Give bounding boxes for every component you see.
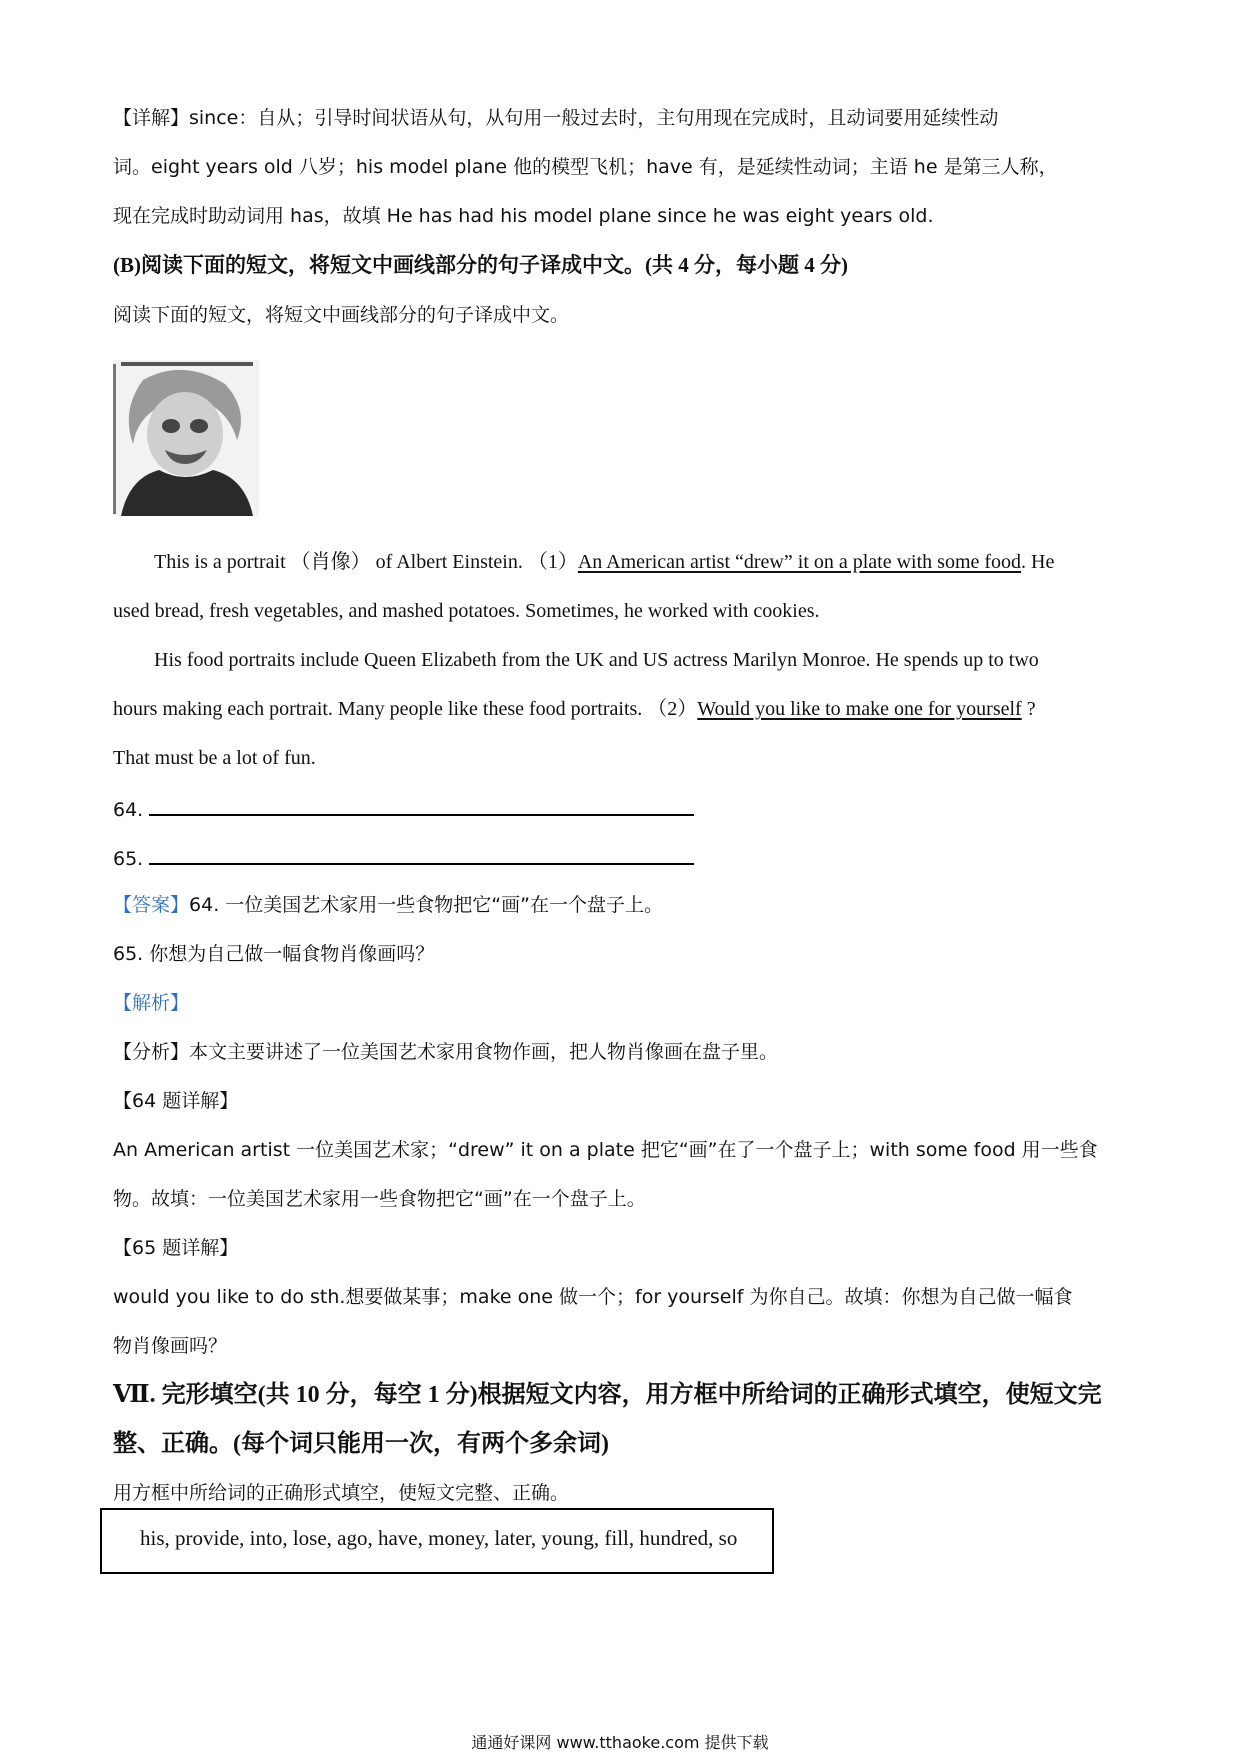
word-box-text: his, provide, into, lose, ago, have, money, later, young, fill, hundred, so: [140, 1526, 738, 1550]
einstein-portrait-image: [113, 360, 259, 516]
answer-blank-65: [113, 841, 694, 874]
answer-label: 【答案】: [113, 894, 190, 916]
passage-p2-line2-start: hours making each portrait. Many people like these food portraits. （2）: [113, 698, 698, 720]
section-vii-heading-line1: Ⅶ. 完形填空(共 10 分，每空 1 分)根据短文内容，用方框中所给词的正确形式填空，使短文完: [113, 1382, 1102, 1408]
blank-line-65: [149, 841, 694, 865]
section-b-heading: (B)阅读下面的短文，将短文中画线部分的句子译成中文。(共 4 分，每小题 4 分): [113, 253, 848, 277]
analysis-summary: 【分析】本文主要讲述了一位美国艺术家用食物作画，把人物肖像画在盘子里。: [113, 1041, 779, 1063]
passage-p2-line2-end: ?: [1021, 698, 1036, 720]
detail-64-title: 【64 题详解】: [113, 1090, 239, 1112]
detail-64-line1: An American artist 一位美国艺术家；“drew” it on a plate 把它“画”在了一个盘子上；with some food 用一些食: [113, 1139, 1098, 1161]
detail-65-line1: would you like to do sth.想要做某事；make one 做一个；for yourself 为你自己。故填：你想为自己做一幅食: [113, 1286, 1073, 1308]
underlined-sentence-2: Would you like to make one for yourself: [697, 698, 1022, 720]
passage-p1-line1: [154, 547, 1054, 577]
passage-p2-line3: That must be a lot of fun.: [113, 747, 316, 769]
detail-65-title: 【65 题详解】: [113, 1237, 239, 1259]
passage-p1-end: . He: [1021, 551, 1055, 573]
answer-line-65: 65. 你想为自己做一幅食物肖像画吗？: [113, 943, 435, 965]
passage-p2-line2: [113, 694, 1036, 724]
passage-p1-start: This is a portrait （肖像） of Albert Einstein. （1）: [154, 551, 578, 573]
section-vii-instruction: 用方框中所给词的正确形式填空，使短文完整、正确。: [113, 1482, 570, 1504]
blank-label-64: 64.: [113, 799, 144, 821]
detail-line-3: 现在完成时助动词用 has，故填 He has had his model plane since he was eight years old.: [113, 205, 934, 227]
detail-line-2: 词。eight years old 八岁；his model plane 他的模型飞机；have 有，是延续性动词；主语 he 是第三人称，: [113, 156, 1058, 178]
detail-65-line2: 物肖像画吗？: [113, 1335, 228, 1357]
answer-line-64: [113, 890, 663, 920]
word-box: [100, 1508, 774, 1574]
blank-line-64: [149, 792, 694, 816]
answer-64-text: 64. 一位美国艺术家用一些食物把它“画”在一个盘子上。: [189, 894, 663, 916]
blank-label-65: 65.: [113, 848, 144, 870]
section-vii-heading-line2: 整、正确。(每个词只能用一次，有两个多余词): [113, 1431, 609, 1457]
analysis-label: 【解析】: [113, 992, 190, 1014]
passage-p1-line2: used bread, fresh vegetables, and mashed potatoes. Sometimes, he worked with cookies.: [113, 600, 820, 622]
footer-source: 通通好课网 www.tthaoke.com 提供下载: [471, 1733, 769, 1752]
underlined-sentence-1: An American artist “drew” it on a plate with some food: [577, 551, 1022, 573]
passage-p2-line1: His food portraits include Queen Elizabeth from the UK and US actress Marilyn Monroe. He spends up to two: [154, 649, 1039, 671]
detail-64-line2: 物。故填：一位美国艺术家用一些食物把它“画”在一个盘子上。: [113, 1188, 646, 1210]
answer-blank-64: [113, 792, 694, 825]
section-b-instruction: 阅读下面的短文，将短文中画线部分的句子译成中文。: [113, 304, 570, 326]
detail-line-1: 【详解】since：自从；引导时间状语从句，从句用一般过去时，主句用现在完成时，且动词要用延续性动: [113, 107, 999, 129]
